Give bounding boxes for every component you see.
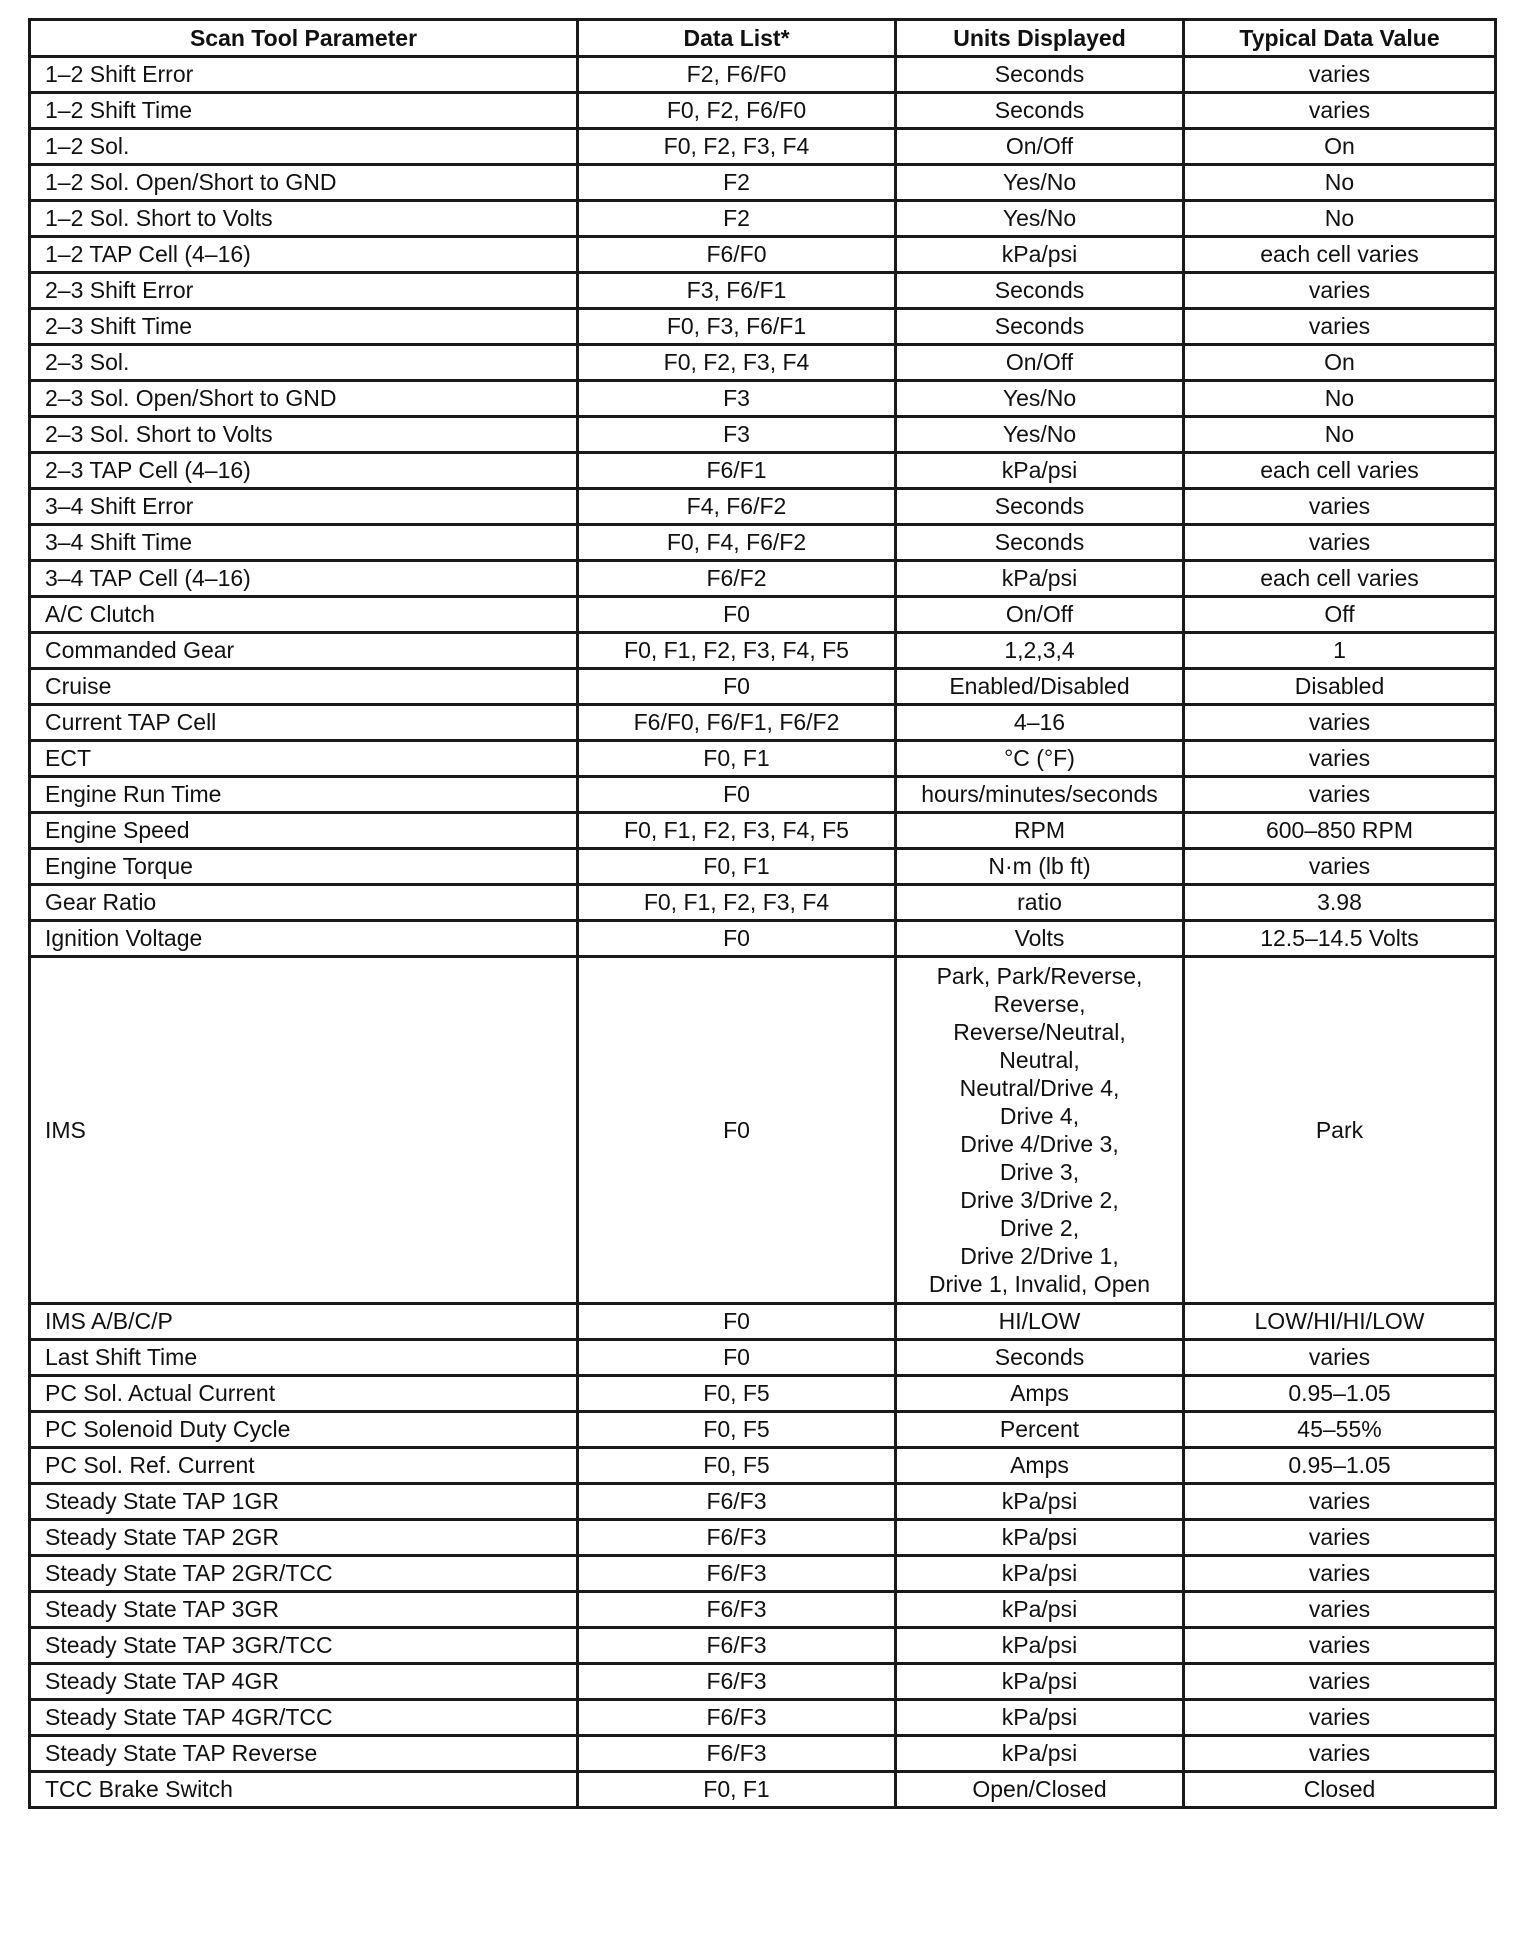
cell-typical-value: varies bbox=[1184, 1628, 1496, 1664]
cell-units: kPa/psi bbox=[896, 237, 1184, 273]
cell-data-list: F6/F1 bbox=[578, 453, 896, 489]
cell-parameter: 3–4 Shift Error bbox=[30, 489, 578, 525]
cell-data-list: F6/F2 bbox=[578, 561, 896, 597]
cell-data-list: F0 bbox=[578, 957, 896, 1304]
table-row bbox=[30, 57, 1496, 93]
cell-units: kPa/psi bbox=[896, 1520, 1184, 1556]
cell-parameter: 3–4 Shift Time bbox=[30, 525, 578, 561]
cell-typical-value: 1 bbox=[1184, 633, 1496, 669]
cell-units: kPa/psi bbox=[896, 561, 1184, 597]
cell-data-list: F0, F1 bbox=[578, 849, 896, 885]
cell-typical-value: varies bbox=[1184, 705, 1496, 741]
cell-units: kPa/psi bbox=[896, 1484, 1184, 1520]
cell-data-list: F0, F1 bbox=[578, 741, 896, 777]
cell-units: °C (°F) bbox=[896, 741, 1184, 777]
table-row bbox=[30, 273, 1496, 309]
cell-typical-value: Disabled bbox=[1184, 669, 1496, 705]
cell-parameter: Steady State TAP 3GR bbox=[30, 1592, 578, 1628]
cell-data-list: F0, F3, F6/F1 bbox=[578, 309, 896, 345]
cell-parameter: Steady State TAP 1GR bbox=[30, 1484, 578, 1520]
table-row bbox=[30, 777, 1496, 813]
cell-data-list: F6/F0 bbox=[578, 237, 896, 273]
cell-typical-value: varies bbox=[1184, 849, 1496, 885]
table-row bbox=[30, 705, 1496, 741]
cell-typical-value: each cell varies bbox=[1184, 453, 1496, 489]
cell-data-list: F0, F2, F3, F4 bbox=[578, 345, 896, 381]
cell-parameter: IMS bbox=[30, 957, 578, 1304]
cell-parameter: ECT bbox=[30, 741, 578, 777]
cell-parameter: Steady State TAP Reverse bbox=[30, 1736, 578, 1772]
cell-units: ratio bbox=[896, 885, 1184, 921]
cell-units: Enabled/Disabled bbox=[896, 669, 1184, 705]
cell-units: kPa/psi bbox=[896, 1736, 1184, 1772]
table-row bbox=[30, 849, 1496, 885]
table-row bbox=[30, 1700, 1496, 1736]
cell-typical-value: varies bbox=[1184, 57, 1496, 93]
table-row bbox=[30, 1448, 1496, 1484]
cell-parameter: 2–3 TAP Cell (4–16) bbox=[30, 453, 578, 489]
cell-units: On/Off bbox=[896, 345, 1184, 381]
table-row bbox=[30, 561, 1496, 597]
cell-units: Seconds bbox=[896, 93, 1184, 129]
table-row bbox=[30, 813, 1496, 849]
cell-units: Seconds bbox=[896, 1340, 1184, 1376]
cell-units: N·m (lb ft) bbox=[896, 849, 1184, 885]
cell-units: Yes/No bbox=[896, 381, 1184, 417]
cell-units: Volts bbox=[896, 921, 1184, 957]
cell-parameter: Commanded Gear bbox=[30, 633, 578, 669]
cell-parameter: 1–2 Shift Error bbox=[30, 57, 578, 93]
cell-data-list: F0 bbox=[578, 921, 896, 957]
table-row bbox=[30, 1520, 1496, 1556]
cell-parameter: 2–3 Shift Error bbox=[30, 273, 578, 309]
cell-data-list: F6/F3 bbox=[578, 1736, 896, 1772]
cell-typical-value: varies bbox=[1184, 741, 1496, 777]
table-row bbox=[30, 165, 1496, 201]
cell-units: kPa/psi bbox=[896, 1664, 1184, 1700]
table-row bbox=[30, 1628, 1496, 1664]
table-row bbox=[30, 1376, 1496, 1412]
cell-parameter: Steady State TAP 3GR/TCC bbox=[30, 1628, 578, 1664]
cell-parameter: 1–2 Shift Time bbox=[30, 93, 578, 129]
cell-parameter: 1–2 Sol. bbox=[30, 129, 578, 165]
table-row bbox=[30, 453, 1496, 489]
table-row bbox=[30, 741, 1496, 777]
cell-parameter: A/C Clutch bbox=[30, 597, 578, 633]
cell-typical-value: Off bbox=[1184, 597, 1496, 633]
cell-data-list: F6/F3 bbox=[578, 1484, 896, 1520]
cell-units: Seconds bbox=[896, 309, 1184, 345]
cell-data-list: F0, F2, F3, F4 bbox=[578, 129, 896, 165]
cell-typical-value: 45–55% bbox=[1184, 1412, 1496, 1448]
cell-data-list: F6/F3 bbox=[578, 1592, 896, 1628]
table-row bbox=[30, 1412, 1496, 1448]
cell-typical-value: varies bbox=[1184, 489, 1496, 525]
cell-typical-value: each cell varies bbox=[1184, 561, 1496, 597]
table-row bbox=[30, 237, 1496, 273]
table-row bbox=[30, 525, 1496, 561]
cell-units: 4–16 bbox=[896, 705, 1184, 741]
header-row bbox=[30, 20, 1496, 57]
cell-parameter: 1–2 Sol. Short to Volts bbox=[30, 201, 578, 237]
cell-parameter: Engine Run Time bbox=[30, 777, 578, 813]
table-row bbox=[30, 309, 1496, 345]
cell-data-list: F6/F0, F6/F1, F6/F2 bbox=[578, 705, 896, 741]
cell-units: Open/Closed bbox=[896, 1772, 1184, 1808]
table-row bbox=[30, 489, 1496, 525]
cell-parameter: Steady State TAP 4GR/TCC bbox=[30, 1700, 578, 1736]
cell-typical-value: Closed bbox=[1184, 1772, 1496, 1808]
table-row bbox=[30, 93, 1496, 129]
cell-parameter: 2–3 Sol. bbox=[30, 345, 578, 381]
cell-typical-value: varies bbox=[1184, 1520, 1496, 1556]
table-row bbox=[30, 1664, 1496, 1700]
cell-parameter: Steady State TAP 4GR bbox=[30, 1664, 578, 1700]
table-row bbox=[30, 1484, 1496, 1520]
cell-units: Percent bbox=[896, 1412, 1184, 1448]
cell-data-list: F0, F1, F2, F3, F4 bbox=[578, 885, 896, 921]
cell-parameter: Steady State TAP 2GR bbox=[30, 1520, 578, 1556]
table-row bbox=[30, 129, 1496, 165]
cell-parameter: Last Shift Time bbox=[30, 1340, 578, 1376]
cell-typical-value: varies bbox=[1184, 1556, 1496, 1592]
cell-typical-value: varies bbox=[1184, 1700, 1496, 1736]
cell-units: Amps bbox=[896, 1376, 1184, 1412]
cell-units: Seconds bbox=[896, 525, 1184, 561]
table-row bbox=[30, 597, 1496, 633]
table-row bbox=[30, 381, 1496, 417]
cell-parameter: 2–3 Sol. Short to Volts bbox=[30, 417, 578, 453]
cell-parameter: Ignition Voltage bbox=[30, 921, 578, 957]
table-row bbox=[30, 345, 1496, 381]
cell-data-list: F0, F1, F2, F3, F4, F5 bbox=[578, 813, 896, 849]
cell-parameter: PC Solenoid Duty Cycle bbox=[30, 1412, 578, 1448]
cell-parameter: Steady State TAP 2GR/TCC bbox=[30, 1556, 578, 1592]
cell-units: kPa/psi bbox=[896, 1556, 1184, 1592]
cell-parameter: Current TAP Cell bbox=[30, 705, 578, 741]
cell-data-list: F3 bbox=[578, 417, 896, 453]
cell-units: Seconds bbox=[896, 57, 1184, 93]
cell-parameter: PC Sol. Ref. Current bbox=[30, 1448, 578, 1484]
cell-units: kPa/psi bbox=[896, 1592, 1184, 1628]
cell-typical-value: 12.5–14.5 Volts bbox=[1184, 921, 1496, 957]
cell-data-list: F6/F3 bbox=[578, 1700, 896, 1736]
cell-typical-value: On bbox=[1184, 129, 1496, 165]
table-row bbox=[30, 921, 1496, 957]
header-data-list: Data List* bbox=[578, 20, 896, 57]
cell-typical-value: varies bbox=[1184, 1664, 1496, 1700]
cell-data-list: F0, F2, F6/F0 bbox=[578, 93, 896, 129]
table-row bbox=[30, 201, 1496, 237]
cell-units: kPa/psi bbox=[896, 1700, 1184, 1736]
cell-data-list: F0, F5 bbox=[578, 1376, 896, 1412]
cell-parameter: Cruise bbox=[30, 669, 578, 705]
header-scan-tool-parameter: Scan Tool Parameter bbox=[30, 20, 578, 57]
cell-parameter: 1–2 Sol. Open/Short to GND bbox=[30, 165, 578, 201]
cell-typical-value: 0.95–1.05 bbox=[1184, 1448, 1496, 1484]
table-row bbox=[30, 1592, 1496, 1628]
cell-typical-value: No bbox=[1184, 381, 1496, 417]
cell-units: Seconds bbox=[896, 489, 1184, 525]
cell-units: Amps bbox=[896, 1448, 1184, 1484]
cell-data-list: F2 bbox=[578, 201, 896, 237]
cell-typical-value: 0.95–1.05 bbox=[1184, 1376, 1496, 1412]
cell-parameter: 2–3 Shift Time bbox=[30, 309, 578, 345]
cell-typical-value: varies bbox=[1184, 93, 1496, 129]
cell-data-list: F0, F5 bbox=[578, 1448, 896, 1484]
cell-typical-value: Park bbox=[1184, 957, 1496, 1304]
table-row bbox=[30, 957, 1496, 1304]
cell-parameter: 1–2 TAP Cell (4–16) bbox=[30, 237, 578, 273]
cell-typical-value: each cell varies bbox=[1184, 237, 1496, 273]
cell-typical-value: 600–850 RPM bbox=[1184, 813, 1496, 849]
cell-parameter: 2–3 Sol. Open/Short to GND bbox=[30, 381, 578, 417]
table-row bbox=[30, 1340, 1496, 1376]
cell-typical-value: varies bbox=[1184, 525, 1496, 561]
cell-typical-value: LOW/HI/HI/LOW bbox=[1184, 1304, 1496, 1340]
table-row bbox=[30, 885, 1496, 921]
cell-parameter: Engine Torque bbox=[30, 849, 578, 885]
cell-typical-value: varies bbox=[1184, 1340, 1496, 1376]
cell-parameter: PC Sol. Actual Current bbox=[30, 1376, 578, 1412]
cell-typical-value: varies bbox=[1184, 273, 1496, 309]
cell-parameter: Gear Ratio bbox=[30, 885, 578, 921]
scan-tool-data-table bbox=[28, 18, 1497, 1809]
table-row bbox=[30, 1304, 1496, 1340]
cell-units: Yes/No bbox=[896, 201, 1184, 237]
cell-typical-value: varies bbox=[1184, 309, 1496, 345]
cell-units: 1,2,3,4 bbox=[896, 633, 1184, 669]
cell-typical-value: No bbox=[1184, 417, 1496, 453]
cell-data-list: F2 bbox=[578, 165, 896, 201]
cell-typical-value: On bbox=[1184, 345, 1496, 381]
cell-units: HI/LOW bbox=[896, 1304, 1184, 1340]
table-body bbox=[30, 57, 1496, 1808]
cell-data-list: F0 bbox=[578, 1304, 896, 1340]
cell-units: Seconds bbox=[896, 273, 1184, 309]
table-row bbox=[30, 1736, 1496, 1772]
cell-data-list: F3, F6/F1 bbox=[578, 273, 896, 309]
cell-data-list: F0 bbox=[578, 669, 896, 705]
cell-units: kPa/psi bbox=[896, 1628, 1184, 1664]
cell-parameter: Engine Speed bbox=[30, 813, 578, 849]
cell-data-list: F0, F1, F2, F3, F4, F5 bbox=[578, 633, 896, 669]
cell-data-list: F6/F3 bbox=[578, 1556, 896, 1592]
cell-data-list: F0 bbox=[578, 597, 896, 633]
cell-parameter: TCC Brake Switch bbox=[30, 1772, 578, 1808]
header-units-displayed: Units Displayed bbox=[896, 20, 1184, 57]
cell-units: hours/minutes/seconds bbox=[896, 777, 1184, 813]
table-row bbox=[30, 417, 1496, 453]
cell-units: RPM bbox=[896, 813, 1184, 849]
cell-data-list: F2, F6/F0 bbox=[578, 57, 896, 93]
cell-units: On/Off bbox=[896, 129, 1184, 165]
cell-units: On/Off bbox=[896, 597, 1184, 633]
cell-units: Park, Park/Reverse, Reverse, Reverse/Neutral, Neutral, Neutral/Drive 4, Drive 4, Drive 4/Drive 3, Drive 3, Drive 3/Drive 2, Drive 2, Drive 2/Drive 1, Drive 1, Invalid, Open bbox=[896, 957, 1184, 1304]
cell-units: Yes/No bbox=[896, 165, 1184, 201]
cell-data-list: F6/F3 bbox=[578, 1664, 896, 1700]
cell-parameter: IMS A/B/C/P bbox=[30, 1304, 578, 1340]
cell-typical-value: No bbox=[1184, 201, 1496, 237]
scan-tool-data-table-container bbox=[28, 18, 1494, 1809]
cell-data-list: F4, F6/F2 bbox=[578, 489, 896, 525]
header-typical-data-value: Typical Data Value bbox=[1184, 20, 1496, 57]
table-header bbox=[30, 20, 1496, 57]
cell-data-list: F0 bbox=[578, 1340, 896, 1376]
cell-units: kPa/psi bbox=[896, 453, 1184, 489]
cell-typical-value: varies bbox=[1184, 1484, 1496, 1520]
cell-typical-value: varies bbox=[1184, 777, 1496, 813]
cell-data-list: F0 bbox=[578, 777, 896, 813]
cell-data-list: F6/F3 bbox=[578, 1520, 896, 1556]
cell-units: Yes/No bbox=[896, 417, 1184, 453]
cell-data-list: F0, F5 bbox=[578, 1412, 896, 1448]
table-row bbox=[30, 669, 1496, 705]
cell-parameter: 3–4 TAP Cell (4–16) bbox=[30, 561, 578, 597]
cell-typical-value: No bbox=[1184, 165, 1496, 201]
cell-typical-value: 3.98 bbox=[1184, 885, 1496, 921]
cell-typical-value: varies bbox=[1184, 1592, 1496, 1628]
cell-data-list: F6/F3 bbox=[578, 1628, 896, 1664]
table-row bbox=[30, 1556, 1496, 1592]
cell-data-list: F0, F1 bbox=[578, 1772, 896, 1808]
table-row bbox=[30, 1772, 1496, 1808]
cell-typical-value: varies bbox=[1184, 1736, 1496, 1772]
cell-data-list: F0, F4, F6/F2 bbox=[578, 525, 896, 561]
cell-data-list: F3 bbox=[578, 381, 896, 417]
table-row bbox=[30, 633, 1496, 669]
